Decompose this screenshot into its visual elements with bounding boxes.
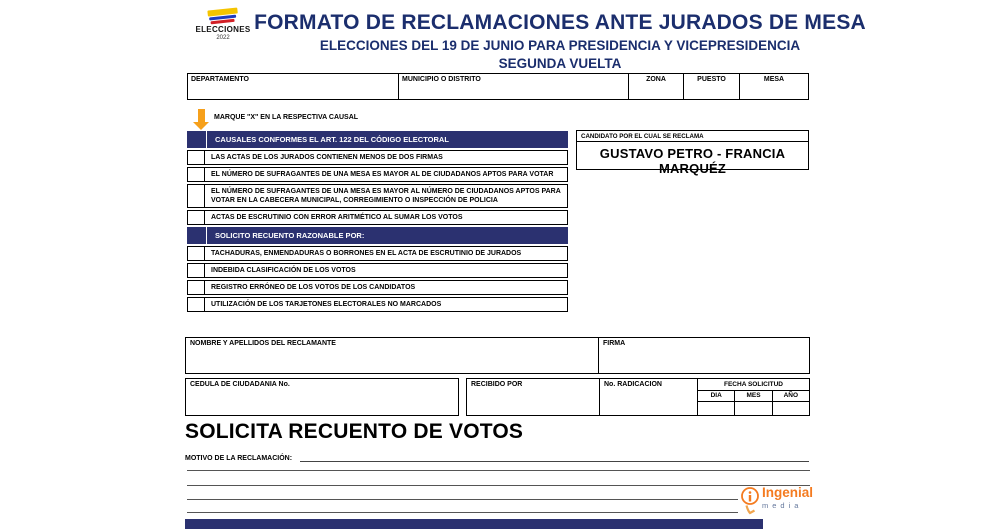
departamento-field[interactable] [187, 73, 399, 100]
ingenial-media-logo [740, 486, 813, 516]
request-title: SOLICITA RECUENTO DE VOTOS [185, 420, 524, 443]
causal-text: UTILIZACIÓN DE LOS TARJETONES ELECTORALES NO MARCADOS [204, 297, 568, 312]
signature-label: FIRMA [603, 340, 626, 347]
puesto-label: PUESTO [697, 76, 726, 83]
candidate-label: CANDIDATO POR EL CUAL SE RECLAMA [577, 131, 808, 142]
causal-text: INDEBIDA CLASIFICACIÓN DE LOS VOTOS [204, 263, 568, 278]
month-label: MES [735, 391, 771, 402]
header-checkbox-cell [187, 227, 206, 244]
puesto-field[interactable] [683, 73, 740, 100]
causal-text: ACTAS DE ESCRUTINIO CON ERROR ARITMÉTICO AL SUMAR LOS VOTOS [204, 210, 568, 225]
causal-row [187, 280, 568, 295]
received-by-label: RECIBIDO POR [471, 381, 523, 388]
form-subtitle-1: ELECCIONES DEL 19 DE JUNIO PARA PRESIDENCIA Y VICEPRESIDENCIA [319, 38, 801, 53]
mesa-label: MESA [763, 76, 785, 83]
colombia-flag-icon [207, 7, 238, 24]
section-header-label: CAUSALES CONFORMES EL ART. 122 DEL CÓDIGO ELECTORAL [207, 131, 568, 148]
filing-number-label: No. RADICACION [604, 381, 662, 388]
writing-line[interactable] [187, 470, 810, 471]
reason-line[interactable] [300, 454, 809, 462]
causal-checkbox[interactable] [187, 210, 205, 225]
form-title: FORMATO DE RECLAMACIONES ANTE JURADOS DE MESA [254, 11, 866, 34]
causal-row [187, 150, 568, 165]
writing-line[interactable] [187, 499, 738, 500]
day-field[interactable] [698, 402, 734, 416]
claimant-name-field[interactable] [185, 337, 599, 374]
mesa-field[interactable] [739, 73, 809, 100]
causal-checkbox[interactable] [187, 280, 205, 295]
causal-row [187, 167, 568, 182]
municipio-field[interactable] [398, 73, 629, 100]
received-by-field[interactable] [466, 378, 600, 416]
section-header-causales [187, 131, 568, 148]
zona-field[interactable] [628, 73, 684, 100]
request-date-box [697, 378, 810, 416]
footer-bar [185, 519, 763, 529]
year-field[interactable] [773, 402, 809, 416]
causal-checkbox[interactable] [187, 150, 205, 165]
brand-name: Ingenial [762, 485, 814, 500]
causal-checkbox[interactable] [187, 167, 205, 182]
writing-line[interactable] [187, 485, 810, 486]
section-header-recuento [187, 227, 568, 244]
logo-year: 2022 [216, 35, 230, 41]
causal-row [187, 297, 568, 312]
logo-text: ELECCIONES [195, 25, 251, 34]
section-header-label: SOLICITO RECUENTO RAZONABLE POR: [207, 227, 568, 244]
day-column [698, 391, 735, 416]
causal-row [187, 263, 568, 278]
causal-row [187, 246, 568, 261]
signature-field[interactable] [598, 337, 810, 374]
candidate-box [576, 130, 809, 176]
causal-row [187, 210, 568, 225]
elections-2022-logo [190, 9, 256, 41]
year-label: AÑO [773, 391, 809, 402]
month-column [735, 391, 772, 416]
causal-text: TACHADURAS, ENMENDADURAS O BORRONES EN EL ACTA DE ESCRUTINIO DE JURADOS [204, 246, 568, 261]
causal-checkbox[interactable] [187, 263, 205, 278]
causal-text: LAS ACTAS DE LOS JURADOS CONTIENEN MENOS DE DOS FIRMAS [204, 150, 568, 165]
day-label: DIA [698, 391, 734, 402]
candidate-name: GUSTAVO PETRO - FRANCIA MARQUÉZ [599, 146, 786, 176]
reason-row [185, 454, 809, 462]
reason-label: MOTIVO DE LA RECLAMACIÓN: [185, 455, 293, 462]
location-table [187, 73, 809, 100]
mark-x-instruction: MARQUE "X" EN LA RESPECTIVA CAUSAL [214, 114, 359, 121]
zona-label: ZONA [646, 76, 666, 83]
municipio-label: MUNICIPIO O DISTRITO [402, 76, 481, 83]
id-number-label: CEDULA DE CIUDADANIA No. [190, 381, 290, 388]
header-checkbox-cell [187, 131, 206, 148]
year-column [773, 391, 809, 416]
filing-number-field[interactable] [599, 378, 698, 416]
departamento-label: DEPARTAMENTO [191, 76, 249, 83]
lightbulb-icon [740, 486, 760, 516]
causal-checkbox[interactable] [187, 246, 205, 261]
header-titles [250, 11, 870, 71]
id-number-field[interactable] [185, 378, 459, 416]
form-subtitle-2: SEGUNDA VUELTA [498, 56, 622, 71]
writing-line[interactable] [187, 512, 738, 513]
causal-text: EL NÚMERO DE SUFRAGANTES DE UNA MESA ES MAYOR AL NÚMERO DE CIUDADANOS APTOS PARA VOTAR EN LA CABECERA MUNICIPAL, CORREGIMIENTO O INSPECCIÓN DE POLICIA [204, 184, 568, 208]
causales-table [187, 131, 568, 314]
request-date-label: FECHA SOLICITUD [698, 379, 809, 391]
causal-checkbox[interactable] [187, 184, 205, 208]
down-arrow-icon [193, 109, 209, 130]
brand-sub: media [762, 501, 803, 510]
claimant-name-label: NOMBRE Y APELLIDOS DEL RECLAMANTE [190, 340, 336, 347]
causal-checkbox[interactable] [187, 297, 205, 312]
causal-text: EL NÚMERO DE SUFRAGANTES DE UNA MESA ES MAYOR AL DE CIUDADANOS APTOS PARA VOTAR [204, 167, 568, 182]
causal-text: REGISTRO ERRÓNEO DE LOS VOTOS DE LOS CANDIDATOS [204, 280, 568, 295]
month-field[interactable] [735, 402, 771, 416]
causal-row [187, 184, 568, 208]
